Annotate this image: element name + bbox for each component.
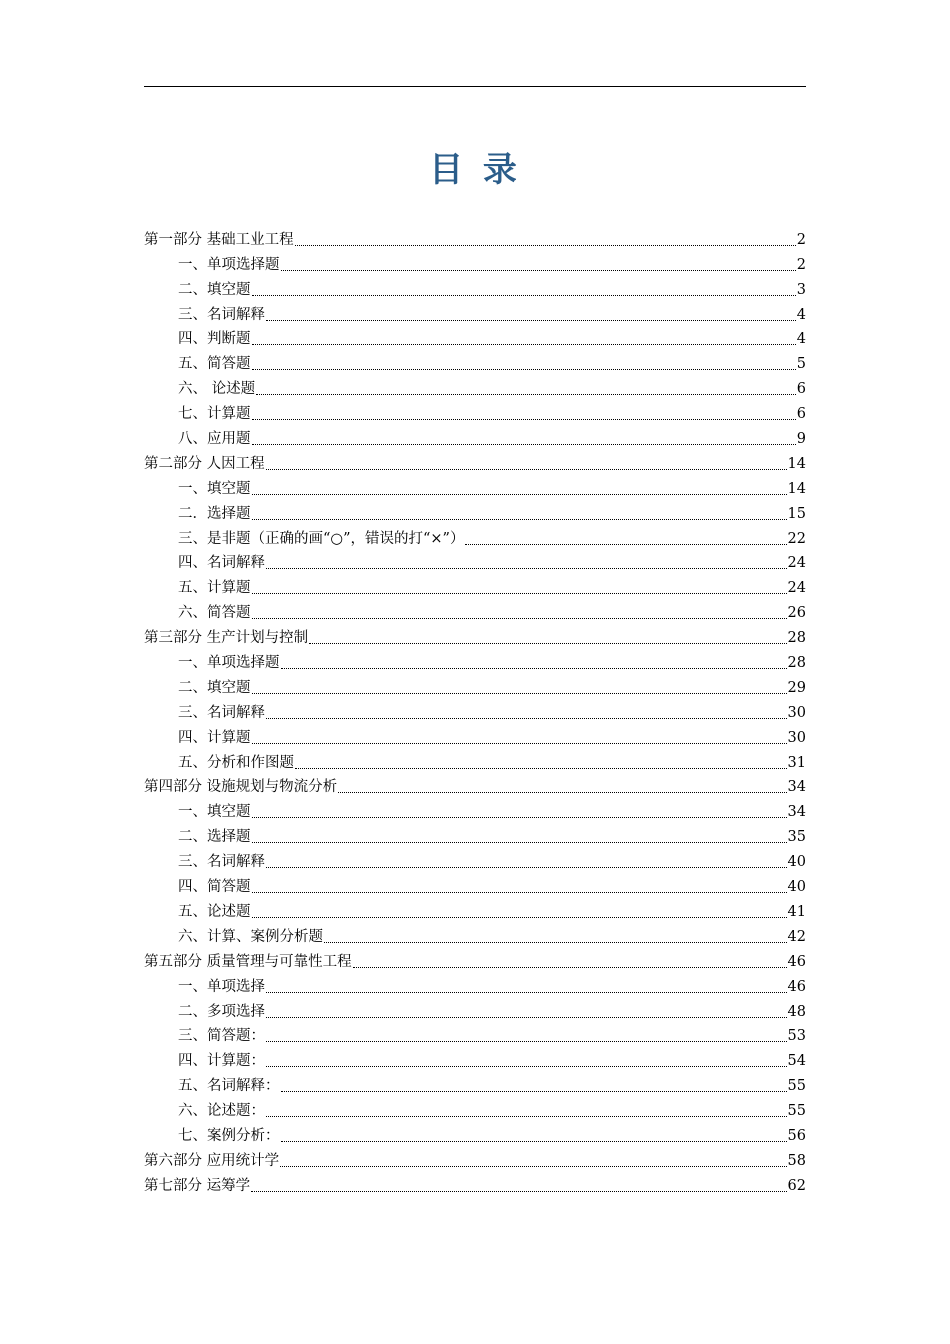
toc-page-number: 6: [796, 406, 806, 423]
toc-page-number: 46: [787, 953, 806, 970]
toc-section-entry[interactable]: [144, 549, 806, 574]
toc-dot-leader: [252, 618, 787, 619]
toc-entry-label: 六、简答题: [178, 605, 251, 622]
toc-dot-leader: [266, 568, 787, 569]
toc-dot-leader: [266, 1116, 787, 1117]
toc-section-entry[interactable]: [144, 250, 806, 275]
toc-dot-leader: [252, 494, 787, 495]
toc-dot-leader: [252, 917, 787, 918]
toc-page-number: 55: [787, 1078, 806, 1095]
toc-section-entry[interactable]: [144, 424, 806, 449]
toc-entry-label: 三、简答题：: [178, 1028, 265, 1045]
toc-dot-leader: [266, 718, 787, 719]
toc-page-number: 48: [787, 1003, 806, 1020]
toc-section-entry[interactable]: [144, 698, 806, 723]
toc-page-number: 54: [787, 1053, 806, 1070]
toc-dot-leader: [281, 1141, 787, 1142]
toc-entry-label: 二、多项选择: [178, 1003, 265, 1020]
toc-page-number: 46: [787, 978, 806, 995]
toc-dot-leader: [252, 892, 787, 893]
toc-part-entry[interactable]: [144, 1171, 806, 1196]
toc-section-entry[interactable]: [144, 300, 806, 325]
toc-entry-label: 四、简答题: [178, 879, 251, 896]
toc-entry-label: 一、填空题: [178, 804, 251, 821]
toc-section-entry[interactable]: [144, 474, 806, 499]
toc-dot-leader: [309, 643, 786, 644]
toc-page-number: 34: [787, 779, 806, 796]
toc-dot-leader: [281, 1091, 787, 1092]
toc-dot-leader: [295, 245, 796, 246]
toc-entry-label: 第一部分 基础工业工程: [144, 231, 294, 248]
toc-section-entry[interactable]: [144, 1071, 806, 1096]
toc-entry-label: 三、名词解释: [178, 704, 265, 721]
page-title: 目 录: [429, 150, 521, 190]
toc-dot-leader: [266, 320, 796, 321]
toc-section-entry[interactable]: [144, 872, 806, 897]
toc-page-number: 15: [787, 505, 806, 522]
toc-entry-label: 一、填空题: [178, 480, 251, 497]
toc-entry-label: 五、分析和作图题: [178, 754, 294, 771]
toc-section-entry[interactable]: [144, 573, 806, 598]
toc-part-entry[interactable]: [144, 449, 806, 474]
toc-section-entry[interactable]: [144, 723, 806, 748]
toc-section-entry[interactable]: [144, 673, 806, 698]
toc-section-entry[interactable]: [144, 822, 806, 847]
toc-entry-label: 第三部分 生产计划与控制: [144, 630, 309, 647]
toc-entry-label: 三、名词解释: [178, 306, 265, 323]
toc-page-number: 28: [787, 630, 806, 647]
toc-page-number: 2: [796, 256, 806, 273]
toc-dot-leader: [251, 1191, 786, 1192]
toc-entry-label: 第六部分 应用统计学: [144, 1152, 280, 1169]
toc-page-number: 28: [787, 655, 806, 672]
toc-section-entry[interactable]: [144, 648, 806, 673]
toc-page-number: 40: [787, 879, 806, 896]
toc-page-number: 14: [787, 455, 806, 472]
toc-page-number: 3: [796, 281, 806, 298]
toc-dot-leader: [280, 1166, 786, 1167]
toc-page-number: 4: [796, 331, 806, 348]
toc-dot-leader: [281, 668, 787, 669]
toc-entry-label: 一、单项选择: [178, 978, 265, 995]
toc-entry-label: 七、案例分析：: [178, 1127, 280, 1144]
toc-entry-label: 二．选择题: [178, 505, 251, 522]
toc-page-number: 62: [787, 1177, 806, 1194]
toc-section-entry[interactable]: [144, 1096, 806, 1121]
toc-section-entry[interactable]: [144, 748, 806, 773]
toc-section-entry[interactable]: [144, 349, 806, 374]
toc-section-entry[interactable]: [144, 598, 806, 623]
toc-dot-leader: [338, 792, 786, 793]
toc-section-entry[interactable]: [144, 997, 806, 1022]
toc-entry-label: 四、判断题: [178, 331, 251, 348]
toc-page-number: 30: [787, 729, 806, 746]
toc-entry-label: 四、计算题：: [178, 1053, 265, 1070]
toc-entry-label: 二、选择题: [178, 829, 251, 846]
toc-dot-leader: [252, 369, 796, 370]
toc-page-number: 42: [787, 928, 806, 945]
toc-entry-label: 六、计算、案例分析题: [178, 928, 323, 945]
toc-dot-leader: [256, 394, 796, 395]
toc-dot-leader: [252, 444, 796, 445]
toc-section-entry[interactable]: [144, 847, 806, 872]
toc-entry-label: 六、 论述题: [178, 381, 256, 398]
toc-entry-label: 第二部分 人因工程: [144, 455, 265, 472]
toc-entry-label: 一、单项选择题: [178, 256, 280, 273]
toc-part-entry[interactable]: [144, 623, 806, 648]
toc-entry-label: 四、计算题: [178, 729, 251, 746]
toc-entry-label: 第七部分 运筹学: [144, 1177, 251, 1194]
toc-dot-leader: [252, 743, 787, 744]
toc-page-number: 22: [787, 530, 806, 547]
toc-page-number: 41: [787, 903, 806, 920]
toc-dot-leader: [266, 1041, 787, 1042]
toc-page-number: 40: [787, 854, 806, 871]
toc-section-entry[interactable]: [144, 1046, 806, 1071]
toc-dot-leader: [465, 544, 786, 545]
toc-dot-leader: [353, 967, 787, 968]
toc-section-entry[interactable]: [144, 399, 806, 424]
toc-page-number: 6: [796, 381, 806, 398]
toc-section-entry[interactable]: [144, 374, 806, 399]
toc-entry-label: 五、论述题: [178, 903, 251, 920]
toc-page-number: 53: [787, 1028, 806, 1045]
toc-dot-leader: [252, 295, 796, 296]
toc-dot-leader: [324, 942, 787, 943]
toc-part-entry[interactable]: [144, 225, 806, 250]
toc-entry-label: 第五部分 质量管理与可靠性工程: [144, 953, 352, 970]
toc-entry-label: 三、是非题（正确的画“○”，错误的打“×”）: [178, 530, 465, 547]
toc-section-entry[interactable]: [144, 524, 806, 549]
toc-entry-label: 二、填空题: [178, 679, 251, 696]
toc-entry-label: 八、应用题: [178, 431, 251, 448]
toc-dot-leader: [252, 817, 787, 818]
toc-page-number: 34: [787, 804, 806, 821]
toc-dot-leader: [252, 419, 796, 420]
toc-dot-leader: [252, 344, 796, 345]
header-rule: [144, 86, 806, 87]
toc-dot-leader: [266, 992, 787, 993]
toc-section-entry[interactable]: [144, 275, 806, 300]
toc-page-number: 24: [787, 555, 806, 572]
toc-page-number: 9: [796, 431, 806, 448]
toc-section-entry[interactable]: [144, 797, 806, 822]
toc-entry-label: 三、名词解释: [178, 854, 265, 871]
toc-page-number: 5: [796, 356, 806, 373]
toc-entry-label: 二、填空题: [178, 281, 251, 298]
toc-page-number: 2: [796, 231, 806, 248]
toc-page-number: 58: [787, 1152, 806, 1169]
toc-page-number: 14: [787, 480, 806, 497]
toc-dot-leader: [266, 1017, 787, 1018]
toc-page-number: 56: [787, 1127, 806, 1144]
toc-dot-leader: [252, 842, 787, 843]
toc-section-entry[interactable]: [144, 897, 806, 922]
toc-dot-leader: [266, 469, 787, 470]
toc-dot-leader: [266, 867, 787, 868]
toc-section-entry[interactable]: [144, 499, 806, 524]
toc-entry-label: 第四部分 设施规划与物流分析: [144, 779, 338, 796]
toc-entry-label: 六、论述题：: [178, 1103, 265, 1120]
toc-page-number: 26: [787, 605, 806, 622]
toc-dot-leader: [281, 270, 796, 271]
toc-entry-label: 七、计算题: [178, 406, 251, 423]
toc-part-entry[interactable]: [144, 947, 806, 972]
toc-entry-label: 一、单项选择题: [178, 655, 280, 672]
toc-section-entry[interactable]: [144, 972, 806, 997]
toc-part-entry[interactable]: [144, 773, 806, 798]
toc-part-entry[interactable]: [144, 1146, 806, 1171]
toc-page-number: 30: [787, 704, 806, 721]
toc-page-number: 55: [787, 1103, 806, 1120]
toc-page-number: 31: [787, 754, 806, 771]
toc-section-entry[interactable]: [144, 325, 806, 350]
toc-page-number: 24: [787, 580, 806, 597]
toc-entry-label: 四、名词解释: [178, 555, 265, 572]
toc-entry-label: 五、名词解释：: [178, 1078, 280, 1095]
toc-section-entry[interactable]: [144, 1121, 806, 1146]
toc-dot-leader: [295, 768, 787, 769]
toc-list: [144, 225, 806, 1196]
toc-dot-leader: [252, 519, 787, 520]
toc-entry-label: 五、简答题: [178, 356, 251, 373]
toc-dot-leader: [252, 593, 787, 594]
toc-dot-leader: [266, 1066, 787, 1067]
toc-section-entry[interactable]: [144, 1022, 806, 1047]
toc-section-entry[interactable]: [144, 922, 806, 947]
toc-page-number: 35: [787, 829, 806, 846]
toc-entry-label: 五、计算题: [178, 580, 251, 597]
toc-page-number: 29: [787, 679, 806, 696]
toc-page-number: 4: [796, 306, 806, 323]
toc-dot-leader: [252, 693, 787, 694]
